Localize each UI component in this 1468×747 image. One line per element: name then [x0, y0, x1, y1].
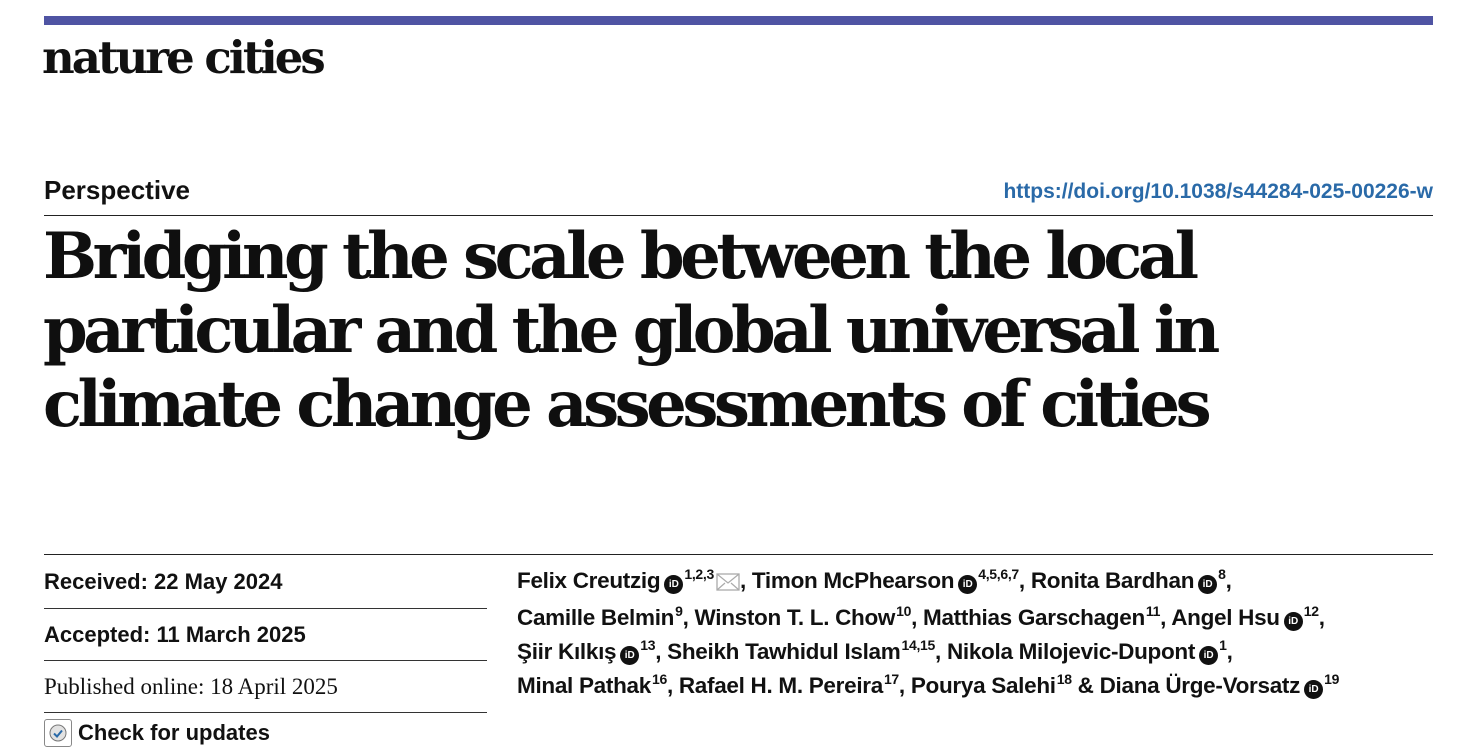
author[interactable]: Felix Creutzig iD$^{1,2,3}$ — [517, 568, 740, 593]
author[interactable]: Matthias Garschagen$^{11}$ — [923, 603, 1161, 630]
orcid-icon[interactable]: iD — [1304, 680, 1323, 699]
accepted-date: Accepted: 11 March 2025 — [44, 609, 487, 661]
journal-logo[interactable]: nature cities — [42, 31, 323, 84]
author[interactable]: Şiir Kılkış $iD^{13}$ — [517, 637, 656, 664]
check-updates-label: Check for updates — [78, 720, 270, 745]
meta-divider — [44, 554, 1433, 555]
author[interactable]: Ronita Bardhan $iD^8$ — [1030, 566, 1226, 593]
orcid-icon[interactable]: iD — [664, 575, 683, 594]
article-dates — [44, 556, 487, 743]
article-type: Perspective — [44, 175, 190, 205]
doi-link[interactable]: https://doi.org/10.1038/s44284-025-00226-w — [1003, 180, 1433, 203]
orcid-icon[interactable]: iD — [958, 575, 977, 594]
author-line: Şiir Kılkış $iD^{13}$, Sheikh Tawhidul Islam$^{14,15}$, Nikola Milojevic-Dupont $iD^1$, — [517, 637, 1233, 664]
author[interactable]: Diana Ürge-Vorsatz $iD^{19}$ — [1099, 671, 1340, 698]
title-divider — [44, 215, 1433, 216]
author[interactable]: Minal Pathak$^{16}$ — [517, 671, 667, 698]
author[interactable]: Winston T. L. Chow$^{10}$ — [694, 603, 912, 630]
author[interactable]: Nikola Milojevic-Dupont $iD^1$ — [946, 637, 1227, 664]
author[interactable]: Sheikh Tawhidul Islam$^{14,15}$ — [667, 637, 936, 664]
author[interactable]: Angel Hsu $iD^{12}$ — [1171, 603, 1319, 630]
article-title: Bridging the scale between the local particular and the global universal in climate change assessments of cities — [43, 219, 1216, 442]
author-list — [517, 564, 1437, 703]
orcid-icon[interactable]: iD — [1199, 646, 1218, 665]
published-date: Published online: 18 April 2025 — [44, 661, 487, 713]
orcid-icon[interactable]: iD — [620, 646, 639, 665]
author-line: Felix Creutzig iD$^{1,2,3}$ , Timon McPhearson iD$^{4,5,6,7}$, Ronita Bardhan $iD^8$, — [517, 564, 1437, 601]
author[interactable]: Timon McPhearson iD$^{4,5,6,7}$ — [751, 566, 1019, 593]
check-updates-icon — [44, 719, 72, 747]
orcid-icon[interactable]: iD — [1284, 612, 1303, 631]
received-date: Received: 22 May 2024 — [44, 556, 487, 609]
journal-accent-bar — [44, 16, 1433, 25]
check-updates-button[interactable] — [44, 720, 487, 745]
author[interactable]: Pourya Salehi$^{18}$ — [910, 671, 1072, 698]
orcid-icon[interactable]: iD — [1198, 575, 1217, 594]
mail-icon[interactable] — [716, 567, 740, 601]
author-line: Camille Belmin$^9$, Winston T. L. Chow$^{10}$, Matthias Garschagen$^{11}$, Angel Hsu $iD^{12}$, — [517, 603, 1325, 630]
author[interactable]: Rafael H. M. Pereira$^{17}$ — [678, 671, 899, 698]
author[interactable]: Camille Belmin$^9$ — [517, 603, 683, 630]
author-line: Minal Pathak$^{16}$, Rafael H. M. Pereira$^{17}$, Pourya Salehi$^{18}$ & Diana Ürge-Vorsatz $iD^{19}$ — [517, 671, 1340, 698]
